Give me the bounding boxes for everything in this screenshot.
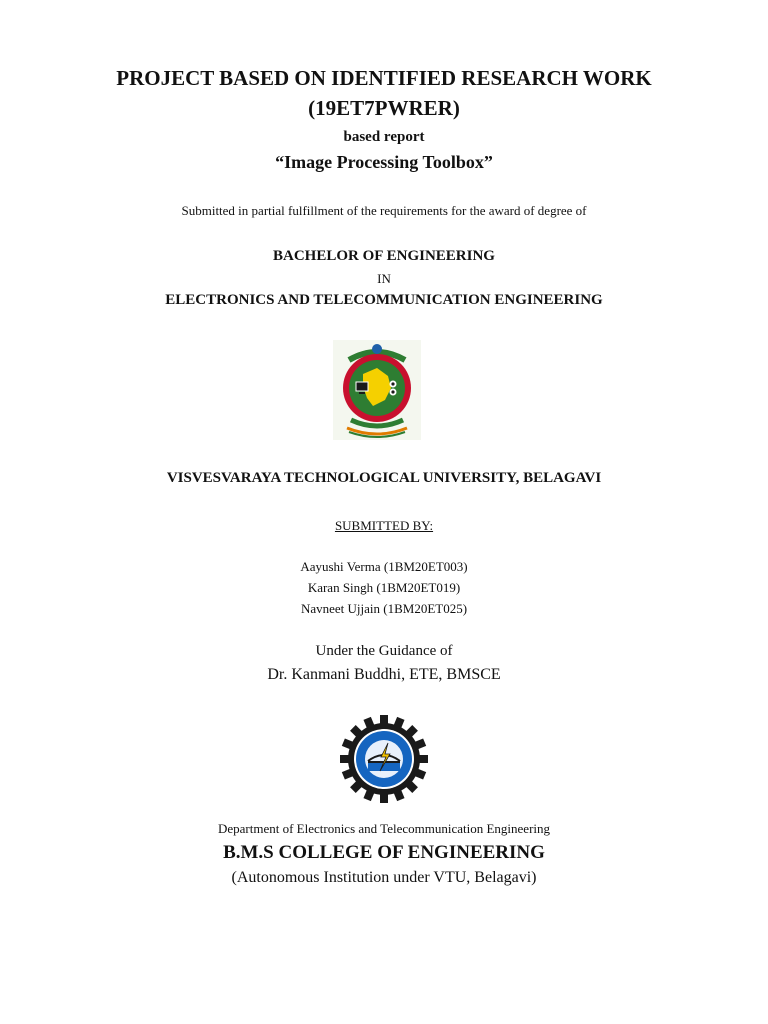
project-title: “Image Processing Toolbox” (275, 152, 493, 172)
college-name: B.M.S COLLEGE OF ENGINEERING (223, 842, 545, 863)
student-entry: Karan Singh (1BM20ET019) (307, 580, 461, 595)
degree-name: BACHELOR OF ENGINEERING (273, 248, 495, 264)
bms-gear-emblem-icon (339, 714, 429, 804)
university-name: VISVESVARAYA TECHNOLOGICAL UNIVERSITY, BELAGAVI (166, 470, 602, 486)
submitted-by-heading: SUBMITTED BY: (334, 518, 434, 533)
student-entry: Navneet Ujjain (1BM20ET025) (300, 601, 468, 616)
report-title-line-2: (19ET7PWRER) (308, 96, 460, 120)
degree-in-label: IN (377, 271, 391, 286)
guide-name: Dr. Kanmani Buddhi, ETE, BMSCE (267, 666, 501, 683)
department-name: Department of Electronics and Telecommunication Engineering (217, 821, 551, 836)
report-title-line-1: PROJECT BASED ON IDENTIFIED RESEARCH WORK (116, 66, 652, 90)
guidance-label: Under the Guidance of (315, 643, 453, 659)
report-subtitle: based report (343, 129, 425, 145)
autonomous-note: (Autonomous Institution under VTU, Belagavi) (231, 869, 537, 886)
vtu-emblem-icon (333, 340, 421, 440)
submission-statement: Submitted in partial fulfillment of the requirements for the award of degree of (181, 203, 587, 218)
branch-name: ELECTRONICS AND TELECOMMUNICATION ENGINEERING (165, 292, 603, 308)
student-entry: Aayushi Verma (1BM20ET003) (300, 559, 468, 574)
